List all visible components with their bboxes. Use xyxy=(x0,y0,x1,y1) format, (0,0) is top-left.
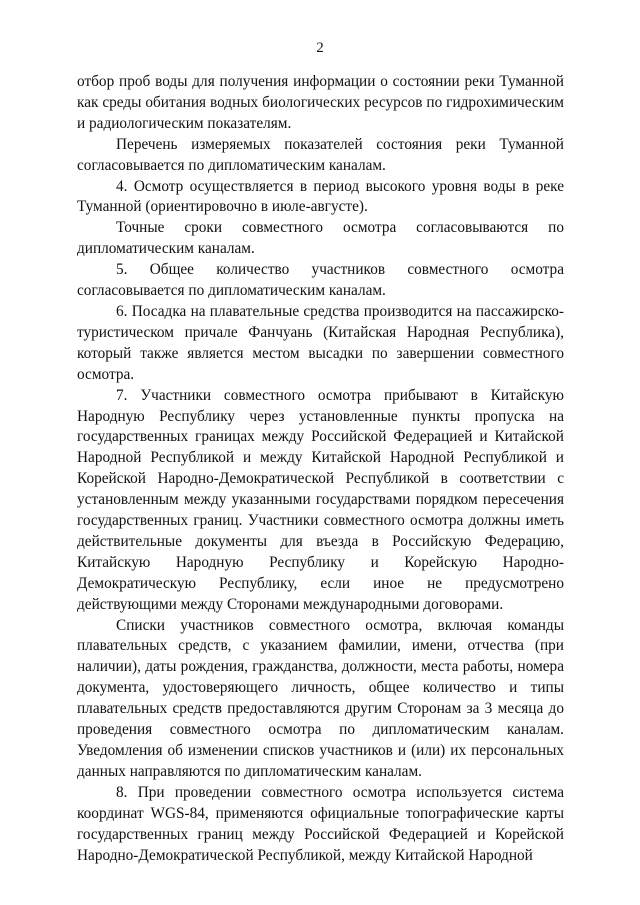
paragraph-item-4: 4. Осмотр осуществляется в период высокого уровня воды в реке Туманной (ориентировочно в июле-августе). xyxy=(77,177,564,216)
paragraph-sampling-continuation: отбор проб воды для получения информации о состоянии реки Туманной как среды обитания водных биологических ресурсов по гидрохимическим и радиологическим показателям. xyxy=(77,73,564,132)
body-text xyxy=(77,72,564,866)
page-number: 2 xyxy=(316,40,324,56)
paragraph-item-7: 7. Участники совместного осмотра прибывают в Китайскую Народную Республику через установленные пункты пропуска на государственных границах между Российской Федерацией и Китайской Народной Республикой и между Китайской Народной Республикой и Корейской Народно-Демократической Республикой в соответствии с установленным между указанными государствами порядком пересечения государственных границ. Участники совместного осмотра должны иметь действительные документы для въезда в Российскую Федерацию, Китайскую Народную Республику и Корейскую Народно-Демократическую Республику, если иное не предусмотрено действующими между Сторонами международными договорами. xyxy=(77,386,564,613)
paragraph-item-8: 8. При проведении совместного осмотра используется система координат WGS-84, применяются официальные топографические карты государственных границ между Российской Федерацией и Корейской Народно-Демократической Республикой, между Китайской Народной xyxy=(77,783,564,864)
paragraph-item-5: 5. Общее количество участников совместного осмотра согласовывается по дипломатическим каналам. xyxy=(77,261,564,300)
paragraph-indicators-list: Перечень измеряемых показателей состояния реки Туманной согласовывается по дипломатическим каналам. xyxy=(77,135,564,174)
paragraph-item-6: 6. Посадка на плавательные средства производится на пассажирско-туристическом причале Фанчуань (Китайская Народная Республика), который также является местом высадки по завершении совместного осмотра. xyxy=(77,302,564,383)
paragraph-exact-dates: Точные сроки совместного осмотра согласовываются по дипломатическим каналам. xyxy=(77,219,564,258)
paragraph-participant-lists: Списки участников совместного осмотра, включая команды плавательных средств, с указанием фамилии, имени, отчества (при наличии), даты рождения, гражданства, должности, места работы, номера документа, удостоверяющего личность, общее количество и типы плавательных средств предоставляются другим Сторонам за 3 месяца до проведения совместного осмотра по дипломатическим каналам. Уведомления об изменении списков участников и (или) их персональных данных направляются по дипломатическим каналам. xyxy=(77,616,564,780)
